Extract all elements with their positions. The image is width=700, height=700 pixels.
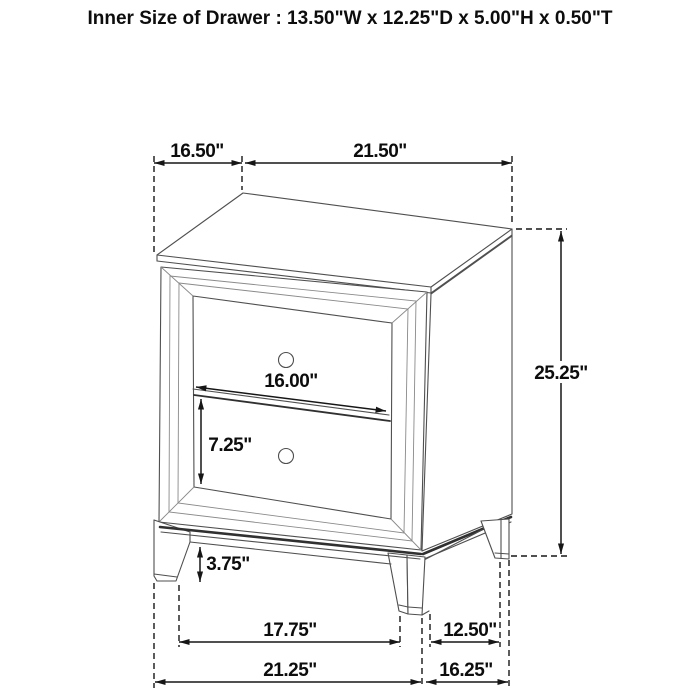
svg-text:21.50": 21.50": [353, 141, 407, 162]
lower-drawer-knob: [279, 449, 294, 464]
svg-text:25.25": 25.25": [534, 363, 588, 384]
front-right-leg: [388, 553, 429, 615]
svg-text:21.25": 21.25": [263, 660, 317, 681]
dim-front-leg-span-17-75: [179, 585, 400, 647]
dim-side-leg-span-12-50: [430, 562, 500, 647]
dim-leg-height-3-75: [200, 547, 250, 582]
svg-text:12.50": 12.50": [443, 620, 497, 641]
dim-height-25-25: [511, 229, 593, 556]
svg-text:16.25": 16.25": [439, 660, 493, 681]
svg-text:17.75": 17.75": [263, 620, 317, 641]
right-side-panel: [422, 236, 512, 560]
svg-text:16.00": 16.00": [264, 371, 318, 392]
svg-text:16.50": 16.50": [170, 141, 224, 162]
page-title: Inner Size of Drawer : 13.50"W x 12.25"D x 5.00"H x 0.50"T: [87, 8, 613, 29]
upper-drawer-knob: [279, 353, 294, 368]
back-right-leg: [481, 519, 509, 559]
svg-text:7.25": 7.25": [208, 435, 252, 456]
svg-text:3.75": 3.75": [206, 554, 250, 575]
